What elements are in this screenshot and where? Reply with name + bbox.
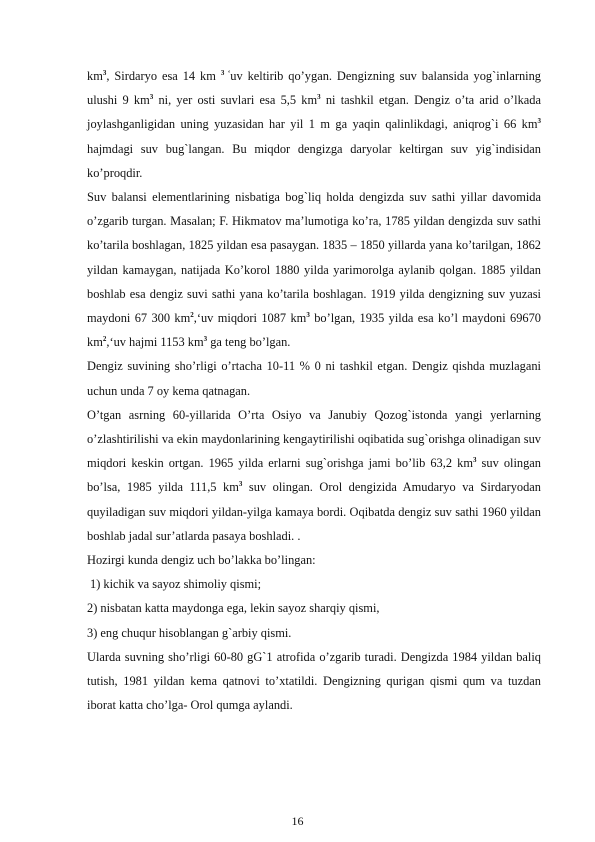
text-segment: Suv balansi elementlarining nisbatiga bog`liq holda dengizda suv sathi yillar davomida o’zgarib turgan. Masalan; F. Hikmatov ma’lumotiga ko’ra, 1785 yildan dengizda suv sathi ko’tarila boshlagan, 1825 yildan esa pasaygan. 1835 – 1850 yillarda yana ko’tarilgan, 1862 yildan kamaygan, natijada Ko’korol 1880 yilda yarimorolga aylanib qolgan. 1885 yildan boshlab esa dengiz suvi sathi yana ko’tarila boshlagan. 1919 yilda dengizning suv yuzasi maydoni 67 300 km (87, 190, 541, 326)
superscript-exponent: 3 (102, 69, 107, 77)
text-segment: suv olingan. Orol dengizida Amudaryo va Sirdaryodan quyiladigan suv miqdori yildan-yilga kamaya bordi. Oqibatda dengiz suv sathi 1960 yildan boshlab jadal sur’atlarda pasaya boshladi. . (87, 480, 541, 543)
text-segment: ,‘uv hajmi 1153 km (106, 335, 204, 350)
superscript-exponent: 2 (102, 335, 107, 344)
text-segment: suv olingan bo’lsa, 1985 yilda 111,5 km (87, 456, 542, 495)
text-segment: O’tgan asrning 60-yillarida O’rta Osiyo va Janubiy Qozog`istonda yangi yerlarning o’zlashtirilishi va ekin maydonlarining kengaytirilishi oqibatida sug`orishga olinadigan suv miqdori keskin ortgan. 1965 yilda erlarni sug`orishga jami bo’lib 63,2 km (87, 407, 541, 471)
text-segment: ga teng bo’lgan. (207, 335, 291, 350)
superscript-exponent: 3 (149, 93, 154, 102)
list-item-west: 3) eng chuqur hisoblangan g`arbiy qismi. (87, 625, 292, 640)
text-segment: km (87, 69, 103, 83)
superscript-exponent: 3 (306, 311, 310, 320)
text-segment: , Sirdaryo esa 14 km (106, 69, 221, 83)
paragraph-closing: Ularda suvning sho’rligi 60-80 gG`1 atrofida o’zgarib turadi. Dengizda 1984 yildan baliq tutish, 1981 yildan kema qatnovi to’xtatildi. Dengizning qurigan qismi qum va tuzdan iborat katta cho’lga- Orol qumga aylandi. (87, 649, 541, 713)
superscript-exponent: 3 (238, 480, 243, 489)
text-segment: Dengiz suvining sho’rligi o’rtacha 10-11 % 0 ni tashkil etgan. Dengiz qishda muzlagani uchun unda 7 oy kema qatnagan. (87, 359, 541, 398)
superscript-exponent: 3 (317, 93, 321, 102)
body-text (87, 64, 541, 717)
text-segment: hajmdagi suv bug`langan. Bu miqdor dengizga daryolar keltirgan suv yig`indisidan ko’proqdir. (87, 141, 541, 180)
paragraph-division-intro (87, 548, 541, 572)
superscript-exponent: 3 (472, 456, 477, 465)
page-number: 16 (291, 814, 304, 828)
text-segment: ni, yer osti suvlari esa 5,5 km (153, 93, 318, 108)
superscript-exponent: 3 (203, 335, 208, 344)
superscript-exponent: 3 (537, 117, 541, 126)
text-segment: uv keltirib qo’ygan. Dengizning suv balansida yog`inlarning ulushi 9 km (87, 69, 541, 108)
text-segment: Hozirgi kunda dengiz uch bo’lakka bo’lingan: (87, 553, 316, 568)
paragraph-water-balance (87, 64, 541, 185)
paragraph-salinity (87, 354, 541, 402)
superscript-exponent: 3 ‘ (220, 69, 231, 77)
paragraph-irrigation (87, 403, 541, 548)
paragraph-sea-level-history (87, 185, 541, 354)
text-segment: ni tashkil etgan. Dengiz o’ta arid o’lkada joylashganligidan uning yuzasidan har yil 1 m ga yaqin qalinlikdagi, aniqrog`i 66 km (87, 93, 541, 132)
list-item-north: 1) kichik va sayoz shimoliy qismi; (90, 577, 262, 592)
text-segment: ,‘uv miqdori 1087 km (193, 311, 307, 326)
text-segment: bo’lgan, 1935 yilda esa ko’l maydoni 69670 km (87, 311, 541, 350)
list-item-east: 2) nisbatan katta maydonga ega, lekin sayoz sharqiy qismi, (87, 601, 380, 616)
superscript-exponent: 2 (190, 311, 194, 320)
